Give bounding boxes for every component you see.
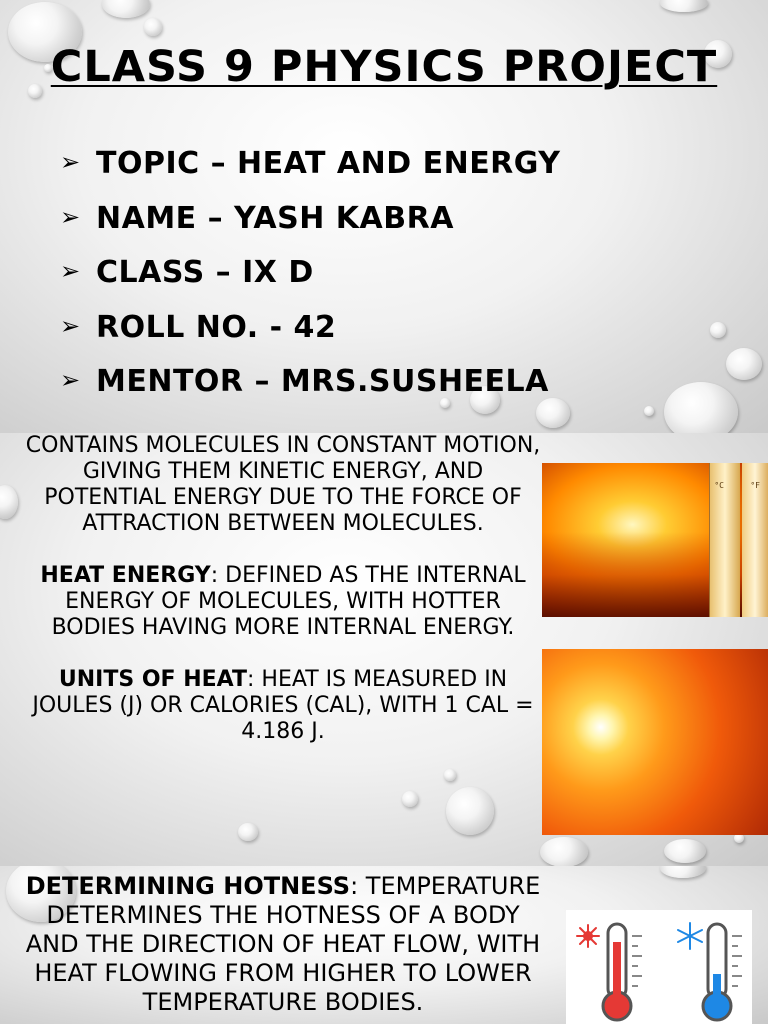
hot-thermometer-icon (577, 924, 642, 1020)
paragraph: CONTAINS MOLECULES IN CONSTANT MOTION, GIVING THEM KINETIC ENERGY, AND POTENTIAL ENERGY DUE TO THE FORCE OF ATTRACTION BETWEEN MOLECULES. (25, 433, 541, 536)
celsius-label: °C (714, 481, 724, 490)
temperature-slide (0, 866, 768, 1024)
list-item: ➢ NAME – YASH KABRA (60, 200, 454, 236)
list-item: ➢ CLASS – IX D (60, 255, 314, 290)
sun-image (542, 649, 768, 835)
water-drop (238, 823, 258, 841)
fire-thermometer-image (542, 463, 768, 617)
water-drop (446, 787, 494, 835)
water-drop (726, 348, 762, 380)
list-item: ➢ MENTOR – MRS.SUSHEELA (60, 364, 549, 399)
list-item: ➢ ROLL NO. - 42 (60, 309, 337, 345)
water-drop (644, 406, 654, 416)
paragraph: HEAT ENERGY: DEFINED AS THE INTERNAL ENERGY OF MOLECULES, WITH HOTTER BODIES HAVING MORE INTERNAL ENERGY. (40, 563, 526, 640)
arrow-bullet-icon: ➢ (60, 311, 81, 340)
title-slide (0, 0, 768, 433)
arrow-bullet-icon: ➢ (60, 148, 81, 176)
body-text: DETERMINING HOTNESS: TEMPERATURE DETERMINES THE HOTNESS OF A BODY AND THE DIRECTION OF HEAT FLOW, WITH HEAT FLOWING FROM HIGHER TO LOWER TEMPERATURE BODIES. (25, 872, 541, 1016)
heat-energy-slide (0, 433, 768, 866)
arrow-bullet-icon: ➢ (60, 257, 81, 285)
term: UNITS OF HEAT (58, 667, 247, 692)
info-list (60, 146, 560, 419)
water-drop (710, 322, 726, 338)
water-drop (0, 485, 18, 519)
water-drop (540, 837, 588, 866)
term: DETERMINING HOTNESS (25, 872, 351, 900)
fahrenheit-label: °F (750, 481, 760, 490)
water-drop (660, 0, 708, 12)
thermometers-graphic (566, 910, 752, 1024)
water-drop (660, 866, 706, 878)
cold-thermometer-icon (678, 923, 742, 1020)
term: HEAT ENERGY (40, 563, 211, 588)
water-drop (664, 839, 706, 863)
arrow-bullet-icon: ➢ (60, 366, 81, 394)
water-drop (402, 791, 418, 807)
arrow-bullet-icon: ➢ (60, 202, 81, 231)
page-title: CLASS 9 PHYSICS PROJECT (50, 42, 718, 92)
water-drop (664, 382, 738, 433)
body-text (24, 433, 542, 771)
thermometers-image (566, 910, 752, 1024)
water-drop (102, 0, 150, 18)
paragraph: UNITS OF HEAT: HEAT IS MEASURED IN JOULES (J) OR CALORIES (CAL), WITH 1 CAL = 4.186 J. (32, 667, 534, 744)
list-item: ➢ TOPIC – HEAT AND ENERGY (60, 146, 561, 181)
water-drop (144, 18, 162, 36)
